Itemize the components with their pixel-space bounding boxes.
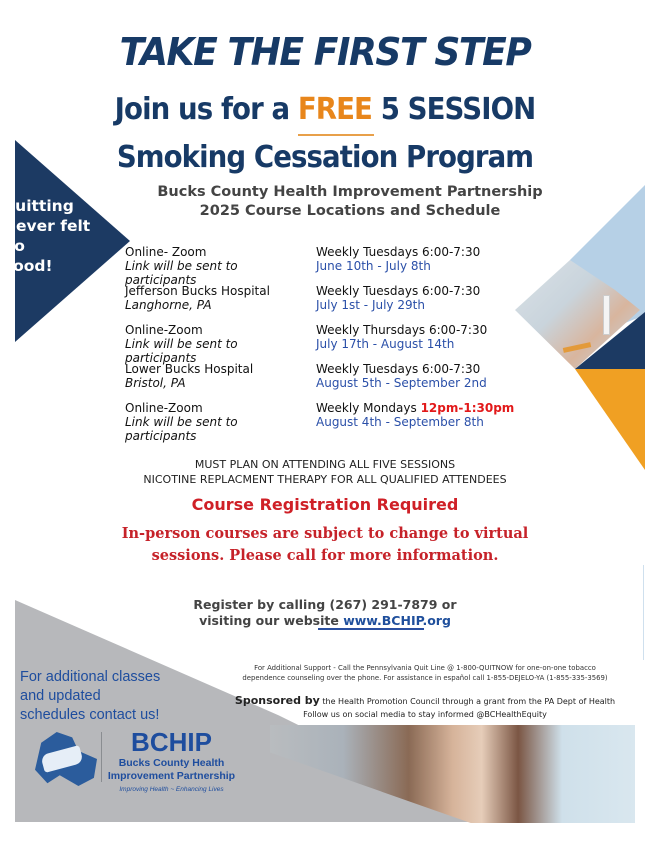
- callout-text: [2, 196, 112, 276]
- location: [125, 401, 310, 443]
- session-dates: July 17th - August 14th: [316, 337, 455, 351]
- location-name: Online-Zoom: [125, 323, 203, 337]
- contact-line: schedules contact us!: [20, 707, 160, 723]
- session-time: [316, 284, 536, 312]
- contact-line: and updated: [20, 688, 101, 704]
- logo-divider: [101, 732, 102, 782]
- location-detail: Link will be sent to participants: [125, 415, 238, 443]
- callout-line: so: [5, 237, 25, 255]
- subheadline-join: [26, 92, 624, 127]
- session-dates: August 5th - September 2nd: [316, 376, 487, 390]
- location-name: Lower Bucks Hospital: [125, 362, 254, 376]
- cigarette-butt-icon: [563, 342, 591, 353]
- session-day-time: Weekly Tuesdays 6:00-7:30: [316, 362, 481, 376]
- callout-line: never felt: [5, 217, 91, 235]
- headline: TAKE THE FIRST STEP: [119, 30, 531, 74]
- location-name: Online- Zoom: [125, 245, 207, 259]
- contact-line: For additional classes: [20, 669, 161, 685]
- schedule-title: 2025 Course Locations and Schedule: [199, 203, 501, 219]
- free-highlight: FREE: [297, 92, 373, 127]
- session-day-time: Weekly Tuesdays 6:00-7:30: [316, 284, 481, 298]
- location-name: Online-Zoom: [125, 401, 203, 415]
- join-suffix: 5 SESSION: [372, 92, 536, 127]
- website-link[interactable]: www.BCHIP.org: [343, 613, 451, 628]
- schedule-row: [125, 401, 525, 443]
- location-name: Jefferson Bucks Hospital: [125, 284, 270, 298]
- sponsor-label: Sponsored by: [234, 694, 320, 707]
- registration-required-heading: Course Registration Required: [191, 495, 459, 514]
- location-detail: Langhorne, PA: [125, 298, 212, 312]
- session-dates: June 10th - July 8th: [316, 259, 431, 273]
- sponsor-text: the Health Promotion Council through a grant from the PA Dept of Health: [319, 697, 616, 706]
- bchip-logo-text: BCHIP: [131, 727, 212, 757]
- session-time: [316, 245, 536, 273]
- location-detail: Link will be sent to participants: [125, 259, 238, 287]
- attendance-notice: [0, 457, 650, 487]
- bchip-name-line: Improvement Partnership: [107, 770, 236, 782]
- contact-callout: [20, 668, 180, 725]
- session-dates: August 4th - September 8th: [316, 415, 484, 429]
- time-highlight: 12pm-1:30pm: [420, 401, 515, 415]
- join-prefix: Join us for a: [114, 92, 298, 127]
- bchip-tagline: Improving Health ~ Enhancing Lives: [119, 786, 224, 793]
- support-info: [205, 663, 645, 683]
- inperson-warning: [100, 523, 550, 567]
- sponsor-info: [205, 694, 645, 721]
- location: [125, 362, 310, 390]
- schedule-row: [125, 362, 525, 401]
- cigarette-icon: [603, 295, 610, 335]
- location-detail: Bristol, PA: [125, 376, 186, 390]
- program-title: Smoking Cessation Program: [116, 140, 534, 175]
- notice-line: NICOTINE REPLACMENT THERAPY FOR ALL QUALIFIED ATTENDEES: [143, 473, 507, 486]
- support-line: For Additional Support - Call the Pennsylvania Quit Line @ 1-800-QUITNOW for one-on-one tobacco: [254, 664, 596, 672]
- session-day-time: Weekly Tuesdays 6:00-7:30: [316, 245, 481, 259]
- location: [125, 284, 310, 312]
- session-time: [316, 362, 536, 390]
- session-day-time: Weekly Mondays: [316, 401, 421, 415]
- register-phone: Register by calling (267) 291-7879 or: [193, 597, 457, 612]
- location: [125, 323, 310, 365]
- support-line: dependence counseling over the phone. For assistance in español call 1-855-DEJELO-YA (1-855-335-3569): [242, 674, 608, 682]
- social-handle: Follow us on social media to stay informed @BCHealthEquity: [303, 710, 547, 719]
- schedule-row: [125, 245, 525, 287]
- callout-line: good!: [2, 257, 53, 275]
- notice-line: MUST PLAN ON ATTENDING ALL FIVE SESSIONS: [194, 458, 456, 471]
- org-name: Bucks County Health Improvement Partnership: [157, 184, 543, 200]
- schedule-row: [125, 323, 525, 365]
- register-website-prefix: visiting our website: [199, 613, 344, 628]
- callout-line: Quitting: [2, 197, 74, 215]
- session-time: [316, 401, 536, 429]
- schedule-row: [125, 284, 525, 323]
- warning-line: sessions. Please call for more information.: [151, 547, 499, 564]
- bchip-full-name: [104, 757, 239, 783]
- location: [125, 245, 310, 287]
- edge-line: [643, 565, 644, 660]
- warning-line: In-person courses are subject to change to virtual: [121, 525, 529, 542]
- session-dates: July 1st - July 29th: [316, 298, 425, 312]
- schedule-list: [125, 245, 525, 443]
- free-underline-divider: [298, 134, 374, 136]
- location-detail: Link will be sent to participants: [125, 337, 238, 365]
- website-underline: [318, 628, 424, 630]
- session-time: [316, 323, 536, 351]
- session-day-time: Weekly Thursdays 6:00-7:30: [316, 323, 488, 337]
- register-info: [0, 597, 650, 629]
- bchip-name-line: Bucks County Health: [118, 757, 225, 769]
